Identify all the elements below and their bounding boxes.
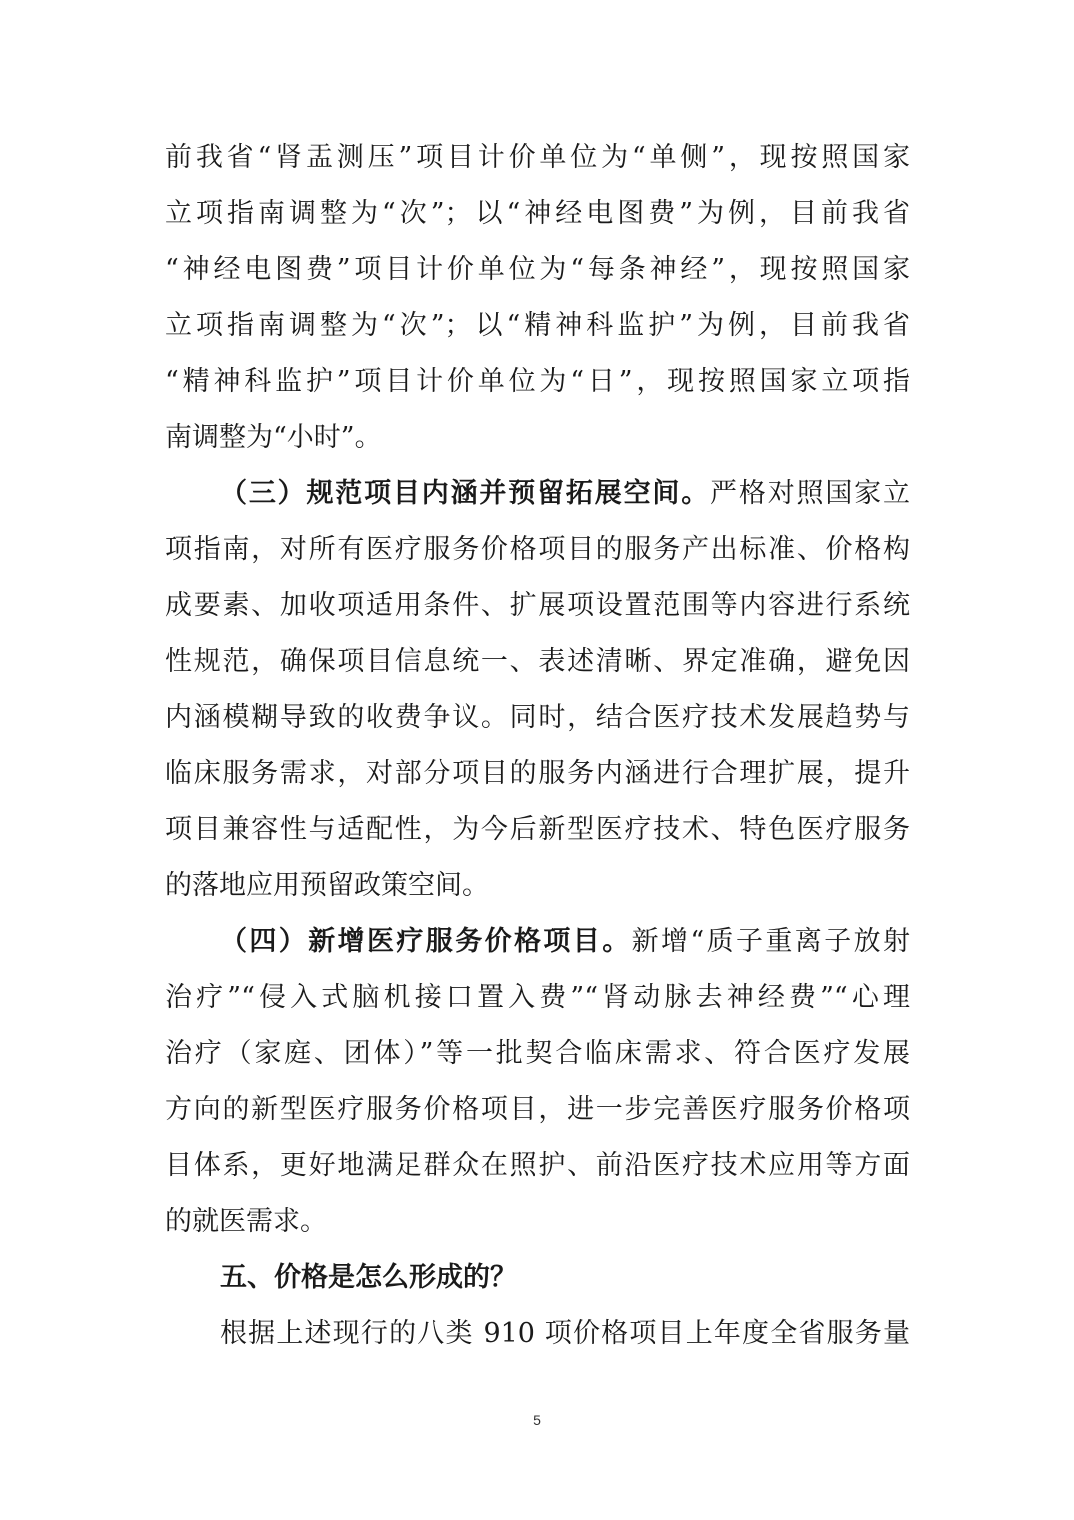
paragraph-line: 立项指南调整为“次”；以“精神科监护”为例，目前我省	[165, 310, 910, 341]
paragraph-line: 临床服务需求，对部分项目的服务内涵进行合理扩展，提升	[165, 758, 910, 789]
paragraph-line: “神经电图费”项目计价单位为“每条神经”，现按照国家	[165, 254, 910, 285]
paragraph-line: “精神科监护”项目计价单位为“日”，现按照国家立项指	[165, 366, 910, 397]
section-text: 新增“质子重离子放射	[631, 926, 910, 957]
paragraph-line: 的落地应用预留政策空间。	[165, 870, 489, 901]
paragraph-line: 南调整为“小时”。	[165, 422, 382, 453]
paragraph-line: 方向的新型医疗服务价格项目，进一步完善医疗服务价格项	[165, 1094, 910, 1125]
paragraph-line: 治疗”“侵入式脑机接口置入费”“肾动脉去神经费”“心理	[165, 982, 910, 1013]
section-heading: 五、价格是怎么形成的？	[220, 1262, 517, 1293]
paragraph-line: 的就医需求。	[165, 1206, 327, 1237]
section-text: 严格对照国家立	[710, 478, 911, 509]
paragraph-line: 前我省“肾盂测压”项目计价单位为“单侧”，现按照国家	[165, 142, 910, 173]
paragraph-line: 根据上述现行的八类 910 项价格项目上年度全省服务量	[220, 1318, 910, 1349]
section-first-line	[220, 922, 910, 962]
paragraph-line: 项指南，对所有医疗服务价格项目的服务产出标准、价格构	[165, 534, 910, 565]
page-number: 5	[533, 1412, 541, 1428]
paragraph-line: 目体系，更好地满足群众在照护、前沿医疗技术应用等方面	[165, 1150, 910, 1181]
paragraph-line: 立项指南调整为“次”；以“神经电图费”为例，目前我省	[165, 198, 910, 229]
section-first-line	[220, 474, 910, 514]
paragraph-line: 治疗（家庭、团体）”等一批契合临床需求、符合医疗发展	[165, 1038, 910, 1069]
paragraph-line: 内涵模糊导致的收费争议。同时，结合医疗技术发展趋势与	[165, 702, 910, 733]
section-heading: （四）新增医疗服务价格项目。	[220, 926, 632, 957]
paragraph-line: 成要素、加收项适用条件、扩展项设置范围等内容进行系统	[165, 590, 910, 621]
section-heading: （三）规范项目内涵并预留拓展空间。	[220, 478, 711, 509]
paragraph-line: 项目兼容性与适配性，为今后新型医疗技术、特色医疗服务	[165, 814, 910, 845]
paragraph-line: 性规范，确保项目信息统一、表述清晰、界定准确，避免因	[165, 646, 910, 677]
